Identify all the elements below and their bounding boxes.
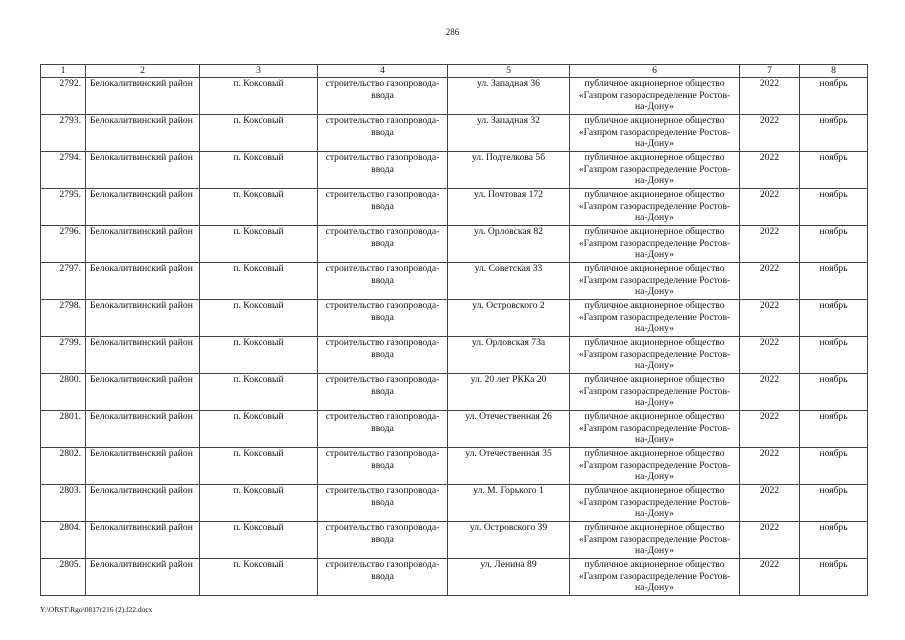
table-row (41, 374, 868, 411)
year-cell: 2022 (740, 115, 800, 152)
work-type-cell: строительство газопровода-ввода (318, 152, 448, 189)
column-header: 4 (318, 65, 448, 78)
district-cell: Белокалитвинский район (86, 337, 200, 374)
table-row (41, 78, 868, 115)
locality-cell: п. Коксовый (200, 189, 318, 226)
table-row (41, 189, 868, 226)
district-cell: Белокалитвинский район (86, 448, 200, 485)
row-number-cell: 2802. (41, 448, 86, 485)
row-number-cell: 2795. (41, 189, 86, 226)
table-row (41, 485, 868, 522)
district-cell: Белокалитвинский район (86, 115, 200, 152)
locality-cell: п. Коксовый (200, 485, 318, 522)
row-number-cell: 2796. (41, 226, 86, 263)
column-header: 2 (86, 65, 200, 78)
year-cell: 2022 (740, 522, 800, 559)
month-cell: ноябрь (800, 337, 868, 374)
header-row (41, 65, 868, 78)
year-cell: 2022 (740, 411, 800, 448)
month-cell: ноябрь (800, 226, 868, 263)
work-type-cell: строительство газопровода-ввода (318, 115, 448, 152)
district-cell: Белокалитвинский район (86, 78, 200, 115)
column-header: 5 (448, 65, 570, 78)
address-cell: ул. Отечественная 35 (448, 448, 570, 485)
district-cell: Белокалитвинский район (86, 411, 200, 448)
district-cell: Белокалитвинский район (86, 559, 200, 596)
year-cell: 2022 (740, 189, 800, 226)
year-cell: 2022 (740, 337, 800, 374)
work-type-cell: строительство газопровода-ввода (318, 78, 448, 115)
month-cell: ноябрь (800, 300, 868, 337)
year-cell: 2022 (740, 448, 800, 485)
month-cell: ноябрь (800, 263, 868, 300)
table-row (41, 226, 868, 263)
locality-cell: п. Коксовый (200, 337, 318, 374)
district-cell: Белокалитвинский район (86, 485, 200, 522)
address-cell: ул. Западная 32 (448, 115, 570, 152)
column-header: 6 (570, 65, 740, 78)
month-cell: ноябрь (800, 189, 868, 226)
month-cell: ноябрь (800, 522, 868, 559)
address-cell: ул. Западная 36 (448, 78, 570, 115)
work-type-cell: строительство газопровода-ввода (318, 411, 448, 448)
work-type-cell: строительство газопровода-ввода (318, 485, 448, 522)
month-cell: ноябрь (800, 559, 868, 596)
work-type-cell: строительство газопровода-ввода (318, 300, 448, 337)
table-row (41, 115, 868, 152)
month-cell: ноябрь (800, 152, 868, 189)
organization-cell: публичное акционерное общество «Газпром газораспределение Ростов-на-Дону» (570, 374, 740, 411)
organization-cell: публичное акционерное общество «Газпром газораспределение Ростов-на-Дону» (570, 337, 740, 374)
year-cell: 2022 (740, 226, 800, 263)
month-cell: ноябрь (800, 115, 868, 152)
organization-cell: публичное акционерное общество «Газпром газораспределение Ростов-на-Дону» (570, 448, 740, 485)
gas-pipeline-schedule-table (40, 64, 868, 596)
row-number-cell: 2805. (41, 559, 86, 596)
year-cell: 2022 (740, 263, 800, 300)
organization-cell: публичное акционерное общество «Газпром газораспределение Ростов-на-Дону» (570, 78, 740, 115)
district-cell: Белокалитвинский район (86, 189, 200, 226)
table-row (41, 152, 868, 189)
locality-cell: п. Коксовый (200, 559, 318, 596)
row-number-cell: 2804. (41, 522, 86, 559)
locality-cell: п. Коксовый (200, 78, 318, 115)
organization-cell: публичное акционерное общество «Газпром газораспределение Ростов-на-Дону» (570, 522, 740, 559)
row-number-cell: 2801. (41, 411, 86, 448)
year-cell: 2022 (740, 374, 800, 411)
table-row (41, 300, 868, 337)
work-type-cell: строительство газопровода-ввода (318, 226, 448, 263)
address-cell: ул. Островского 39 (448, 522, 570, 559)
work-type-cell: строительство газопровода-ввода (318, 448, 448, 485)
year-cell: 2022 (740, 300, 800, 337)
row-number-cell: 2803. (41, 485, 86, 522)
locality-cell: п. Коксовый (200, 263, 318, 300)
work-type-cell: строительство газопровода-ввода (318, 189, 448, 226)
row-number-cell: 2793. (41, 115, 86, 152)
table-row (41, 559, 868, 596)
locality-cell: п. Коксовый (200, 522, 318, 559)
month-cell: ноябрь (800, 374, 868, 411)
organization-cell: публичное акционерное общество «Газпром газораспределение Ростов-на-Дону» (570, 559, 740, 596)
column-header: 3 (200, 65, 318, 78)
locality-cell: п. Коксовый (200, 411, 318, 448)
row-number-cell: 2792. (41, 78, 86, 115)
address-cell: ул. Подтелкова 5б (448, 152, 570, 189)
table-row (41, 522, 868, 559)
locality-cell: п. Коксовый (200, 448, 318, 485)
row-number-cell: 2800. (41, 374, 86, 411)
organization-cell: публичное акционерное общество «Газпром газораспределение Ростов-на-Дону» (570, 263, 740, 300)
locality-cell: п. Коксовый (200, 115, 318, 152)
address-cell: ул. Орловская 73а (448, 337, 570, 374)
district-cell: Белокалитвинский район (86, 374, 200, 411)
work-type-cell: строительство газопровода-ввода (318, 263, 448, 300)
year-cell: 2022 (740, 152, 800, 189)
district-cell: Белокалитвинский район (86, 226, 200, 263)
row-number-cell: 2798. (41, 300, 86, 337)
row-number-cell: 2799. (41, 337, 86, 374)
address-cell: ул. 20 лет РККа 20 (448, 374, 570, 411)
column-header: 1 (41, 65, 86, 78)
table-row (41, 263, 868, 300)
address-cell: ул. Островского 2 (448, 300, 570, 337)
month-cell: ноябрь (800, 485, 868, 522)
address-cell: ул. Отечественная 26 (448, 411, 570, 448)
work-type-cell: строительство газопровода-ввода (318, 559, 448, 596)
locality-cell: п. Коксовый (200, 152, 318, 189)
address-cell: ул. Орловская 82 (448, 226, 570, 263)
address-cell: ул. Ленина 89 (448, 559, 570, 596)
district-cell: Белокалитвинский район (86, 263, 200, 300)
year-cell: 2022 (740, 559, 800, 596)
organization-cell: публичное акционерное общество «Газпром газораспределение Ростов-на-Дону» (570, 115, 740, 152)
work-type-cell: строительство газопровода-ввода (318, 374, 448, 411)
organization-cell: публичное акционерное общество «Газпром газораспределение Ростов-на-Дону» (570, 152, 740, 189)
month-cell: ноябрь (800, 448, 868, 485)
district-cell: Белокалитвинский район (86, 300, 200, 337)
work-type-cell: строительство газопровода-ввода (318, 522, 448, 559)
year-cell: 2022 (740, 485, 800, 522)
table-body (41, 78, 868, 596)
column-header: 8 (800, 65, 868, 78)
organization-cell: публичное акционерное общество «Газпром газораспределение Ростов-на-Дону» (570, 411, 740, 448)
organization-cell: публичное акционерное общество «Газпром газораспределение Ростов-на-Дону» (570, 300, 740, 337)
month-cell: ноябрь (800, 411, 868, 448)
column-header: 7 (740, 65, 800, 78)
locality-cell: п. Коксовый (200, 226, 318, 263)
address-cell: ул. Советская 33 (448, 263, 570, 300)
district-cell: Белокалитвинский район (86, 152, 200, 189)
year-cell: 2022 (740, 78, 800, 115)
address-cell: ул. Почтовая 172 (448, 189, 570, 226)
row-number-cell: 2797. (41, 263, 86, 300)
locality-cell: п. Коксовый (200, 300, 318, 337)
address-cell: ул. М. Горького 1 (448, 485, 570, 522)
organization-cell: публичное акционерное общество «Газпром газораспределение Ростов-на-Дону» (570, 485, 740, 522)
page-number: 286 (445, 27, 460, 37)
row-number-cell: 2794. (41, 152, 86, 189)
footer-file-path: Y:\ORST\Rgo\0817r216 (2).f22.docx (40, 605, 153, 614)
organization-cell: публичное акционерное общество «Газпром газораспределение Ростов-на-Дону» (570, 226, 740, 263)
table-row (41, 448, 868, 485)
organization-cell: публичное акционерное общество «Газпром газораспределение Ростов-на-Дону» (570, 189, 740, 226)
locality-cell: п. Коксовый (200, 374, 318, 411)
table-row (41, 411, 868, 448)
table-row (41, 337, 868, 374)
work-type-cell: строительство газопровода-ввода (318, 337, 448, 374)
month-cell: ноябрь (800, 78, 868, 115)
district-cell: Белокалитвинский район (86, 522, 200, 559)
